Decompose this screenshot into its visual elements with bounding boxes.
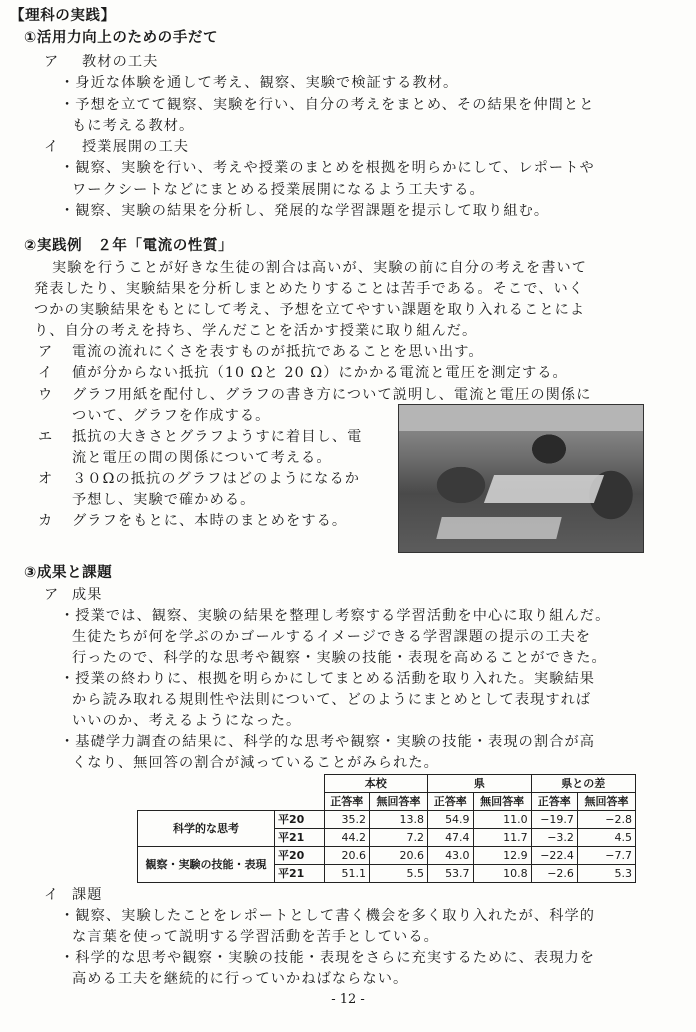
s3-a-item: いいのか、考えるようになった。 (72, 713, 302, 729)
s3-a-item: ・授業では、観察、実験の結果を整理し考察する学習活動を中心に取り組んだ。 (60, 608, 611, 624)
s3-a-item: ・授業の終わりに、根拠を明らかにしてまとめる活動を取り入れた。実験結果 (60, 671, 596, 687)
s2-step-label: ウ (38, 387, 54, 403)
subhead: 無回答率 (577, 793, 635, 811)
s2-step-text: グラフ用紙を配付し、グラフの書き方について説明し、電流と電圧の関係に (72, 387, 592, 403)
table-cell: 10.8 (473, 865, 531, 883)
table-cell: 5.5 (370, 865, 428, 883)
s3-b-label: イ (44, 887, 60, 903)
section-3-title: ③成果と課題 (24, 565, 113, 581)
s3-b-title: 課題 (72, 887, 103, 903)
table-cell: 35.2 (324, 811, 370, 829)
row-label: 観察・実験の技能・表現 (138, 847, 275, 883)
table-cell: −2.8 (577, 811, 635, 829)
table-cell: 4.5 (577, 829, 635, 847)
table-cell: 11.7 (473, 829, 531, 847)
s2-step-text: グラフをもとに、本時のまとめをする。 (72, 513, 348, 529)
s1-a-title: 教材の工夫 (82, 54, 159, 70)
s2-step-label: カ (38, 513, 54, 529)
table-cell: −19.7 (531, 811, 577, 829)
table-cell: −22.4 (531, 847, 577, 865)
subhead: 無回答率 (370, 793, 428, 811)
s2-intro-line: つかの実験結果をもとにして考え、予想を立てやすい課題を取り入れることによ (34, 302, 586, 318)
s3-b-item: な言葉を使って説明する学習活動を苦手としている。 (72, 929, 439, 945)
s1-a-label: ア (44, 54, 60, 70)
row-year: 平20 (275, 811, 325, 829)
table-cell: −3.2 (531, 829, 577, 847)
subhead: 正答率 (324, 793, 370, 811)
s2-intro-line: り、自分の考えを持ち、学んだことを活かす授業に取り組んだ。 (34, 323, 478, 339)
s2-intro-line: 実験を行うことが好きな生徒の割合は高いが、実験の前に自分の考えを書いて (52, 260, 588, 276)
table-cell: 51.1 (324, 865, 370, 883)
s3-a-item: 行ったので、科学的な思考や観察・実験の技能・表現を高めることができた。 (72, 650, 607, 666)
section-header: 【理科の実践】 (10, 8, 116, 24)
col-group-school: 本校 (324, 775, 428, 793)
table-cell: 13.8 (370, 811, 428, 829)
subhead: 正答率 (428, 793, 474, 811)
s2-step-label: ア (38, 344, 54, 360)
table-cell: −7.7 (577, 847, 635, 865)
row-label: 科学的な思考 (138, 811, 275, 847)
s1-a-item: もに考える教材。 (72, 118, 195, 134)
table-cell: 44.2 (324, 829, 370, 847)
s3-b-item: ・科学的な思考や観察・実験の技能・表現をさらに充実するために、表現力を (60, 950, 596, 966)
s1-b-item: ・観察、実験を行い、考えや授業のまとめを根拠を明らかにして、レポートや (60, 160, 595, 176)
s2-step-text: 電流の流れにくさを表すものが抵抗であることを思い出す。 (72, 344, 484, 360)
s2-step-text: ３０Ωの抵抗のグラフはどのようになるか (72, 471, 361, 487)
s3-a-item: から読み取れる規則性や法則について、どのようにまとめとして表現すれば (72, 692, 592, 708)
col-group-difference: 県との差 (531, 775, 635, 793)
s2-step-label: イ (38, 365, 54, 381)
s3-b-item: ・観察、実験したことをレポートとして書く機会を多く取り入れたが、科学的 (60, 908, 596, 924)
table-cell: 20.6 (324, 847, 370, 865)
s3-a-item: 生徒たちが何を学ぶのかゴールするイメージできる学習課題の提示の工夫を (72, 629, 592, 645)
classroom-photo (398, 404, 644, 553)
s2-step-text: 流と電圧の間の関係について考える。 (72, 450, 332, 466)
s1-a-item: ・身近な体験を通して考え、観察、実験で検証する教材。 (60, 75, 459, 91)
s1-b-title: 授業展開の工夫 (82, 139, 190, 155)
table-cell: 12.9 (473, 847, 531, 865)
table-cell: 5.3 (577, 865, 635, 883)
s1-b-label: イ (44, 139, 60, 155)
section-1-title: ①活用力向上のための手だて (24, 30, 219, 46)
s2-intro-line: 発表したり、実験結果を分析しまとめたりすることは苦手である。そこで、いく (34, 281, 585, 297)
table-cell: 54.9 (428, 811, 474, 829)
s2-step-text: 値が分からない抵抗（10 Ωと 20 Ω）にかかる電流と電圧を測定する。 (72, 365, 568, 381)
s2-step-text: 抵抗の大きさとグラフようすに着目し、電 (72, 429, 363, 445)
table-cell: 20.6 (370, 847, 428, 865)
s1-b-item: ・観察、実験の結果を分析し、発展的な学習課題を提示して取り組む。 (60, 203, 550, 219)
col-group-prefecture: 県 (428, 775, 532, 793)
table-row (138, 811, 636, 829)
section-2-title: ②実践例 ２年「電流の性質」 (24, 238, 234, 254)
s3-a-label: ア (44, 587, 60, 603)
page-number: - 12 - (331, 992, 365, 1007)
results-table (137, 774, 636, 883)
subhead: 無回答率 (473, 793, 531, 811)
s2-step-text: ついて、グラフを作成する。 (72, 408, 271, 424)
row-year: 平21 (275, 865, 325, 883)
table-cell: 11.0 (473, 811, 531, 829)
s3-b-item: 高める工夫を継続的に行っていかねばならない。 (72, 971, 409, 987)
table-cell: 7.2 (370, 829, 428, 847)
table-cell: 53.7 (428, 865, 474, 883)
table-cell: 43.0 (428, 847, 474, 865)
table-cell: −2.6 (531, 865, 577, 883)
s3-a-title: 成果 (72, 587, 103, 603)
s1-b-item: ワークシートなどにまとめる授業展開になるよう工夫する。 (72, 182, 485, 198)
s1-a-item: ・予想を立てて観察、実験を行い、自分の考えをまとめ、その結果を仲間とと (60, 97, 595, 113)
table-cell: 47.4 (428, 829, 474, 847)
table-row (138, 847, 636, 865)
row-year: 平21 (275, 829, 325, 847)
s2-step-label: エ (38, 429, 54, 445)
s2-step-label: オ (38, 471, 54, 487)
subhead: 正答率 (531, 793, 577, 811)
s3-a-item: くなり、無回答の割合が減っていることがみられた。 (72, 755, 439, 771)
row-year: 平20 (275, 847, 325, 865)
s2-step-text: 予想し、実験で確かめる。 (72, 492, 256, 508)
s3-a-item: ・基礎学力調査の結果に、科学的な思考や観察・実験の技能・表現の割合が高 (60, 734, 596, 750)
